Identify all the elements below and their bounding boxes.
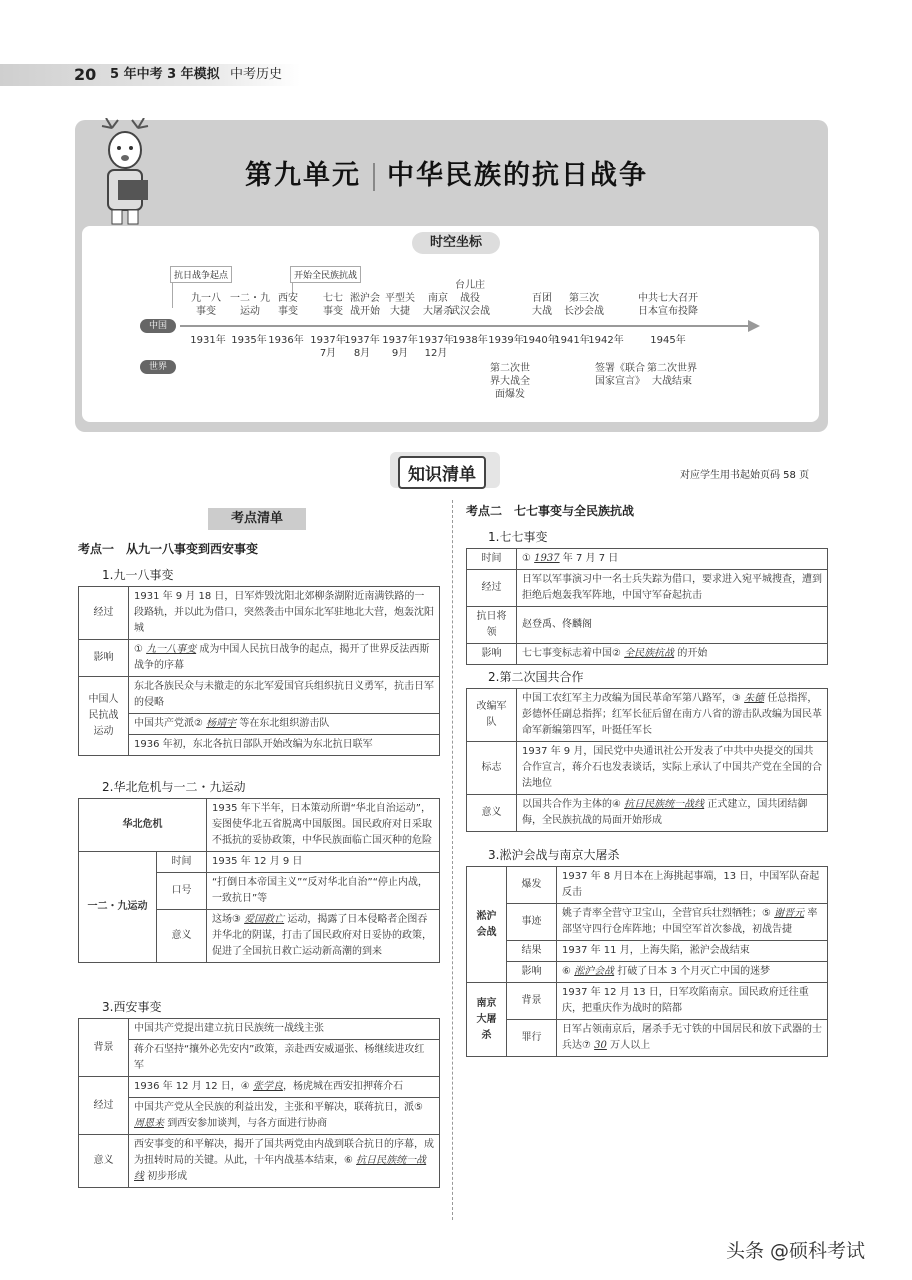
world-event: 第二次世界 大战结束 — [647, 363, 697, 387]
timeline-event: 第三次 长沙会战 — [564, 293, 604, 317]
kd2-s2-title: 2.第二次国共合作 — [488, 670, 584, 684]
row-value: 姚子青率全营守卫宝山，全营官兵壮烈牺牲；⑤ 谢晋元 率部坚守四行仓库阵地；中国空军首次参战，初战告捷 — [557, 904, 828, 941]
timeline-year: 1936年 — [268, 335, 304, 346]
row-key: 时间 — [467, 549, 517, 570]
timeline-event: 百团 大战 — [532, 293, 552, 317]
world-event: 签署《联合 国家宣言》 — [595, 363, 645, 387]
timeline-year: 1935年 — [231, 335, 267, 346]
row-key: 意义 — [467, 795, 517, 832]
row-key: 影响 — [507, 962, 557, 983]
kd2-table-3 — [466, 866, 828, 1057]
row-key: 抗日将领 — [467, 607, 517, 644]
kd2-table-2 — [466, 688, 828, 832]
timeline-year: 1937年 7月 — [310, 335, 346, 359]
row-value: 东北各族民众与未撤走的东北军爱国官兵组织抗日义勇军，抗击日军的侵略 — [129, 677, 440, 714]
row-value: 日军以军事演习中一名士兵失踪为借口，要求进入宛平城搜查，遭到拒绝后炮轰我军阵地，中国守军奋起抗击 — [517, 570, 828, 607]
timeline-year: 1942年 — [588, 335, 624, 346]
row-value: 1931 年 9 月 18 日，日军炸毁沈阳北郊柳条湖附近南满铁路的一段路轨，并以此为借口，突然袭击中国东北军驻地北大营，炮轰沈阳城 — [129, 587, 440, 640]
kd1-s1-title: 1.九一八事变 — [102, 568, 174, 582]
row-value: 1936 年初，东北各抗日部队开始改编为东北抗日联军 — [129, 735, 440, 756]
timeline-event: 西安 事变 — [278, 293, 298, 317]
row-value: 蒋介石坚持“攘外必先安内”政策，亲赴西安威逼张、杨继续进攻红军 — [129, 1040, 440, 1077]
row-value: 1935 年下半年，日本策动所谓“华北自治运动”，妄图使华北五省脱离中国版图。国民政府对日采取不抵抗的妥协政策，中华民族面临亡国灭种的危险 — [207, 799, 440, 852]
kd2-title: 考点二 七七事变与全民族抗战 — [466, 504, 635, 518]
row-key: 南京大屠杀 — [467, 983, 507, 1057]
row-value: 中国共产党从全民族的利益出发，主张和平解决，联蒋抗日，派⑤ 周恩来 到西安参加谈判，与各方面进行协商 — [129, 1098, 440, 1135]
timeline-year: 1937年 9月 — [382, 335, 418, 359]
marker-line — [172, 282, 173, 308]
world-event: 第二次世 界大战全 面爆发 — [490, 363, 530, 400]
timeline-year: 1940年 — [522, 335, 558, 346]
row-value: 以国共合作为主体的④ 抗日民族统一战线 正式建立，国共团结御侮，全民族抗战的局面开始形成 — [517, 795, 828, 832]
row-value: 中国共产党提出建立抗日民族统一战线主张 — [129, 1019, 440, 1040]
kd2-table-1 — [466, 548, 828, 665]
row-value: 中国工农红军主力改编为国民革命军第八路军，③ 朱德 任总指挥，彭德怀任副总指挥；红军长征后留在南方八省的游击队改编为国民革命军新编第四军，叶挺任军长 — [517, 689, 828, 742]
row-value: 1935 年 12 月 9 日 — [207, 852, 440, 873]
row-key: 影响 — [79, 640, 129, 677]
deer-mascot-icon — [92, 118, 162, 228]
knowledge-title: 知识清单 — [398, 456, 486, 489]
subject-label: 中考历史 — [230, 67, 283, 82]
timeline-event: 南京 大屠杀 — [423, 293, 453, 317]
kd1-table-2 — [78, 798, 440, 963]
watermark: 头条 @硕科考试 — [726, 1240, 866, 1262]
row-key: 意义 — [157, 910, 207, 963]
page-number: 20 — [74, 65, 97, 84]
row-key: 淞沪会战 — [467, 867, 507, 983]
timeline-event: 台儿庄 战役 武汉会战 — [450, 280, 490, 317]
row-value: 1937 年 8 月日本在上海挑起事端，13 日，中国军队奋起反击 — [557, 867, 828, 904]
china-label: 中国 — [140, 319, 176, 333]
column-divider — [452, 500, 453, 1220]
row-value: 中国共产党派② 杨靖宇 等在东北组织游击队 — [129, 714, 440, 735]
kd1-s2-title: 2.华北危机与一二・九运动 — [102, 780, 246, 794]
row-value: 1936 年 12 月 12 日，④ 张学良，杨虎城在西安扣押蒋介石 — [129, 1077, 440, 1098]
timeline-year: 1938年 — [452, 335, 488, 346]
axis-arrow — [748, 320, 760, 332]
row-key: 结果 — [507, 941, 557, 962]
timeline-year: 1937年 12月 — [418, 335, 454, 359]
kd1-title: 考点一 从九一八事变到西安事变 — [78, 542, 259, 556]
row-key: 口号 — [157, 873, 207, 910]
row-value: 1937 年 12 月 13 日，日军攻陷南京。国民政府迁往重庆，把重庆作为战时的陪都 — [557, 983, 828, 1020]
kd2-s3-title: 3.淞沪会战与南京大屠杀 — [488, 848, 620, 862]
full-war-marker: 开始全民族抗战 — [290, 266, 361, 283]
row-value: ① 1937 年 7 月 7 日 — [517, 549, 828, 570]
book-title: 5 年中考 3 年模拟 — [110, 67, 220, 82]
row-value: “打倒日本帝国主义”“反对华北自治”“停止内战，一致抗日”等 — [207, 873, 440, 910]
reference-note: 对应学生用书起始页码 58 页 — [680, 470, 810, 481]
unit-title: 第九单元 中华民族的抗日战争 — [245, 160, 648, 191]
timeline-year: 1945年 — [650, 335, 686, 346]
row-key: 时间 — [157, 852, 207, 873]
row-key: 意义 — [79, 1135, 129, 1188]
kd1-table-3 — [78, 1018, 440, 1188]
timeline-event: 平型关 大捷 — [385, 293, 415, 317]
timeline-axis — [180, 325, 750, 327]
timeline-year: 1931年 — [190, 335, 226, 346]
kd1-s3-title: 3.西安事变 — [102, 1000, 162, 1014]
row-key: 经过 — [79, 587, 129, 640]
row-key: 经过 — [467, 570, 517, 607]
row-value: 1937 年 9 月，国民党中央通讯社公开发表了中共中央提交的国共合作宣言，蒋介石也发表谈话，实际上承认了中国共产党在全国的合法地位 — [517, 742, 828, 795]
timeline-event: 一二・九 运动 — [230, 293, 270, 317]
row-key: 事迹 — [507, 904, 557, 941]
row-value: 赵登禹、佟麟阁 — [517, 607, 828, 644]
row-value: ⑥ 淞沪会战 打破了日本 3 个月灭亡中国的迷梦 — [557, 962, 828, 983]
timeline-event: 中共七大召开 日本宣布投降 — [638, 293, 698, 317]
row-value: 这场③ 爱国救亡 运动，揭露了日本侵略者企图吞并华北的阴谋，打击了国民政府对日妥协的政策，促进了全国抗日救亡运动新高潮的到来 — [207, 910, 440, 963]
timeline-year: 1941年 — [554, 335, 590, 346]
row-key: 中国人民抗战运动 — [79, 677, 129, 756]
row-key: 经过 — [79, 1077, 129, 1135]
row-key: 一二・九运动 — [79, 852, 157, 963]
row-key: 改编军队 — [467, 689, 517, 742]
timeline-panel — [82, 226, 819, 422]
timeline-event: 九一八 事变 — [191, 293, 221, 317]
timeline-event: 七七 事变 — [323, 293, 343, 317]
row-key: 背景 — [507, 983, 557, 1020]
timeline-year: 1937年 8月 — [344, 335, 380, 359]
world-label: 世界 — [140, 360, 176, 374]
row-key: 罪行 — [507, 1020, 557, 1057]
kaodian-tag: 考点清单 — [208, 508, 306, 530]
timeline-year: 1939年 — [488, 335, 524, 346]
row-key: 背景 — [79, 1019, 129, 1077]
row-value: 1937 年 11 月，上海失陷，淞沪会战结束 — [557, 941, 828, 962]
row-value: 日军占领南京后，屠杀手无寸铁的中国居民和放下武器的士兵达⑦ 30 万人以上 — [557, 1020, 828, 1057]
row-value: 西安事变的和平解决，揭开了国共两党由内战到联合抗日的序幕，成为扭转时局的关键。从此，十年内战基本结束，⑥ 抗日民族统一战线 初步形成 — [129, 1135, 440, 1188]
row-key: 标志 — [467, 742, 517, 795]
kd2-s1-title: 1.七七事变 — [488, 530, 548, 544]
timeline-tag: 时空坐标 — [412, 232, 500, 254]
row-key: 华北危机 — [79, 799, 207, 852]
timeline-event: 淞沪会 战开始 — [350, 293, 380, 317]
row-key: 爆发 — [507, 867, 557, 904]
row-value: 七七事变标志着中国② 全民族抗战 的开始 — [517, 644, 828, 665]
kd1-table-1 — [78, 586, 440, 756]
start-marker: 抗日战争起点 — [170, 266, 232, 283]
row-value: ① 九一八事变 成为中国人民抗日战争的起点，揭开了世界反法西斯战争的序幕 — [129, 640, 440, 677]
row-key: 影响 — [467, 644, 517, 665]
